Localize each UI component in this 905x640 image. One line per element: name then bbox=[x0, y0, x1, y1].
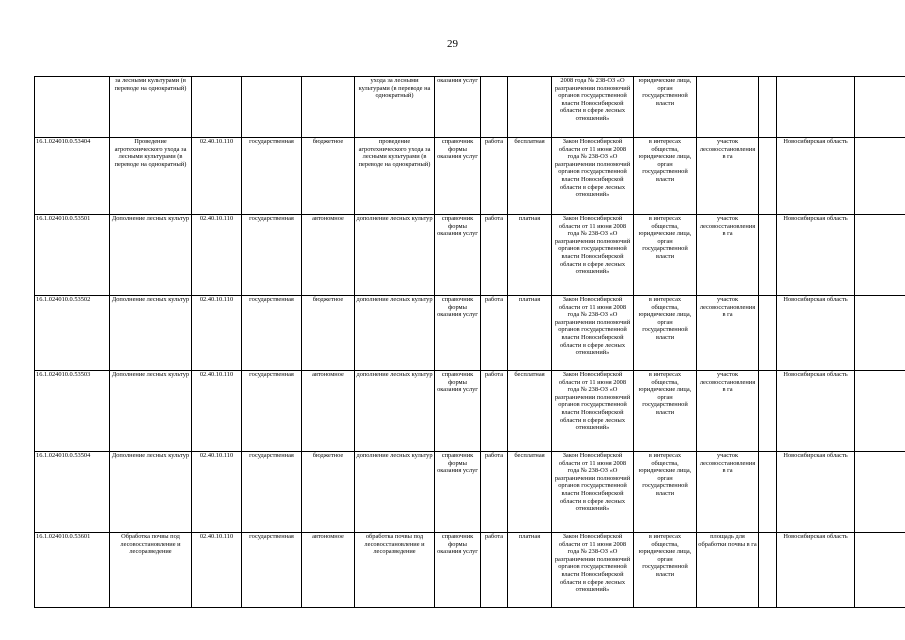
volume-indicator-cell: участок лесовосстановления в га bbox=[697, 371, 759, 452]
service-form-cell: справочник формы оказания услуг bbox=[435, 533, 481, 608]
region-cell: Новосибирская область bbox=[777, 533, 855, 608]
service-kind-cell: государственная bbox=[242, 533, 302, 608]
service-name-cell: Дополнение лесных культур bbox=[110, 452, 192, 533]
service-kind-cell: государственная bbox=[242, 296, 302, 371]
service-content-cell: обработка почвы под лесовосстановление и лесоразведение bbox=[355, 533, 435, 608]
institution-type-cell: автономное bbox=[302, 533, 355, 608]
payment-cell: бесплатная bbox=[508, 138, 552, 215]
institution-type-cell: автономное bbox=[302, 371, 355, 452]
work-type-cell: работа bbox=[481, 533, 508, 608]
table-row bbox=[35, 138, 905, 215]
table-row bbox=[35, 533, 905, 608]
legal-basis-cell: Закон Новосибирской области от 11 июня 2008 года № 238-ОЗ «О разграничении полномочий органов государственной власти Новосибирской области в сфере лесных отношений» bbox=[552, 215, 634, 296]
service-name-cell: Обработка почвы под лесовосстановление и лесоразведение bbox=[110, 533, 192, 608]
empty-cell bbox=[855, 533, 905, 608]
work-type-cell: работа bbox=[481, 452, 508, 533]
legal-basis-cell: Закон Новосибирской области от 11 июня 2008 года № 238-ОЗ «О разграничении полномочий органов государственной власти Новосибирской области в сфере лесных отношений» bbox=[552, 452, 634, 533]
empty-cell bbox=[759, 77, 777, 138]
volume-indicator-cell: участок лесовосстановления в га bbox=[697, 452, 759, 533]
empty-cell bbox=[759, 452, 777, 533]
service-content-cell: проведение агротехнического ухода за лесными культурами (в переводе на однократный) bbox=[355, 138, 435, 215]
service-code-cell: 16.1.024010.0.53502 bbox=[35, 296, 110, 371]
table-row bbox=[35, 371, 905, 452]
consumers-cell: в интересах общества, юридические лица, орган государственной власти bbox=[634, 371, 697, 452]
table-row bbox=[35, 215, 905, 296]
okved-code-cell: 02.40.10.110 bbox=[192, 371, 242, 452]
service-code-cell bbox=[35, 77, 110, 138]
okved-code-cell bbox=[192, 77, 242, 138]
service-name-cell: Дополнение лесных культур bbox=[110, 371, 192, 452]
volume-indicator-cell: участок лесовосстановления в га bbox=[697, 138, 759, 215]
service-name-cell: Дополнение лесных культур bbox=[110, 296, 192, 371]
payment-cell: платная bbox=[508, 533, 552, 608]
payment-cell: платная bbox=[508, 296, 552, 371]
institution-type-cell: бюджетное bbox=[302, 138, 355, 215]
volume-indicator-cell: участок лесовосстановления в га bbox=[697, 296, 759, 371]
empty-cell bbox=[855, 296, 905, 371]
okved-code-cell: 02.40.10.110 bbox=[192, 215, 242, 296]
work-type-cell: работа bbox=[481, 296, 508, 371]
payment-cell: бесплатная bbox=[508, 452, 552, 533]
work-type-cell bbox=[481, 77, 508, 138]
service-form-cell: справочник формы оказания услуг bbox=[435, 371, 481, 452]
payment-cell: бесплатная bbox=[508, 371, 552, 452]
consumers-cell: в интересах общества, юридические лица, орган государственной власти bbox=[634, 296, 697, 371]
work-type-cell: работа bbox=[481, 371, 508, 452]
region-cell: Новосибирская область bbox=[777, 452, 855, 533]
empty-cell bbox=[855, 371, 905, 452]
okved-code-cell: 02.40.10.110 bbox=[192, 296, 242, 371]
institution-type-cell bbox=[302, 77, 355, 138]
consumers-cell: в интересах общества, юридические лица, орган государственной власти bbox=[634, 533, 697, 608]
institution-type-cell: автономное bbox=[302, 215, 355, 296]
page-number: 29 bbox=[447, 38, 458, 50]
institution-type-cell: бюджетное bbox=[302, 296, 355, 371]
service-code-cell: 16.1.024010.0.53601 bbox=[35, 533, 110, 608]
service-form-cell: справочник формы оказания услуг bbox=[435, 296, 481, 371]
service-kind-cell: государственная bbox=[242, 371, 302, 452]
service-content-cell: ухода за лесными культурами (в переводе на однократный) bbox=[355, 77, 435, 138]
service-kind-cell: государственная bbox=[242, 138, 302, 215]
service-name-cell: Проведение агротехнического ухода за лесными культурами (в переводе на однократный) bbox=[110, 138, 192, 215]
empty-cell bbox=[759, 533, 777, 608]
volume-indicator-cell: площадь для обработки почвы в га bbox=[697, 533, 759, 608]
region-cell: Новосибирская область bbox=[777, 296, 855, 371]
region-cell: Новосибирская область bbox=[777, 371, 855, 452]
table-row bbox=[35, 77, 905, 138]
service-content-cell: дополнение лесных культур bbox=[355, 215, 435, 296]
table-row bbox=[35, 452, 905, 533]
empty-cell bbox=[759, 138, 777, 215]
work-type-cell: работа bbox=[481, 215, 508, 296]
table-row bbox=[35, 296, 905, 371]
consumers-cell: в интересах общества, юридические лица, орган государственной власти bbox=[634, 215, 697, 296]
service-form-cell: справочник формы оказания услуг bbox=[435, 215, 481, 296]
volume-indicator-cell bbox=[697, 77, 759, 138]
consumers-cell: юридические лица, орган государственной власти bbox=[634, 77, 697, 138]
empty-cell bbox=[855, 77, 905, 138]
empty-cell bbox=[759, 296, 777, 371]
service-content-cell: дополнение лесных культур bbox=[355, 296, 435, 371]
service-content-cell: дополнение лесных культур bbox=[355, 371, 435, 452]
payment-cell bbox=[508, 77, 552, 138]
legal-basis-cell: Закон Новосибирской области от 11 июня 2008 года № 238-ОЗ «О разграничении полномочий органов государственной власти Новосибирской области в сфере лесных отношений» bbox=[552, 371, 634, 452]
empty-cell bbox=[759, 215, 777, 296]
service-form-cell: справочник формы оказания услуг bbox=[435, 138, 481, 215]
empty-cell bbox=[855, 452, 905, 533]
region-cell bbox=[777, 77, 855, 138]
service-form-cell: справочник формы оказания услуг bbox=[435, 452, 481, 533]
okved-code-cell: 02.40.10.110 bbox=[192, 138, 242, 215]
volume-indicator-cell: участок лесовосстановления в га bbox=[697, 215, 759, 296]
service-form-cell: оказания услуг bbox=[435, 77, 481, 138]
consumers-cell: в интересах общества, юридические лица, орган государственной власти bbox=[634, 452, 697, 533]
registry-body bbox=[35, 77, 905, 608]
service-code-cell: 16.1.024010.0.53501 bbox=[35, 215, 110, 296]
registry-table bbox=[34, 76, 905, 608]
okved-code-cell: 02.40.10.110 bbox=[192, 452, 242, 533]
service-name-cell: за лесными культурами (в переводе на однократный) bbox=[110, 77, 192, 138]
payment-cell: платная bbox=[508, 215, 552, 296]
empty-cell bbox=[855, 138, 905, 215]
region-cell: Новосибирская область bbox=[777, 215, 855, 296]
service-kind-cell bbox=[242, 77, 302, 138]
service-code-cell: 16.1.024010.0.53503 bbox=[35, 371, 110, 452]
legal-basis-cell: Закон Новосибирской области от 11 июня 2008 года № 238-ОЗ «О разграничении полномочий органов государственной власти Новосибирской области в сфере лесных отношений» bbox=[552, 138, 634, 215]
service-code-cell: 16.1.024010.0.53504 bbox=[35, 452, 110, 533]
legal-basis-cell: Закон Новосибирской области от 11 июня 2008 года № 238-ОЗ «О разграничении полномочий органов государственной власти Новосибирской области в сфере лесных отношений» bbox=[552, 296, 634, 371]
service-content-cell: дополнение лесных культур bbox=[355, 452, 435, 533]
service-kind-cell: государственная bbox=[242, 452, 302, 533]
work-type-cell: работа bbox=[481, 138, 508, 215]
okved-code-cell: 02.40.10.110 bbox=[192, 533, 242, 608]
empty-cell bbox=[759, 371, 777, 452]
consumers-cell: в интересах общества, юридические лица, орган государственной власти bbox=[634, 138, 697, 215]
empty-cell bbox=[855, 215, 905, 296]
service-kind-cell: государственная bbox=[242, 215, 302, 296]
legal-basis-cell: Закон Новосибирской области от 11 июня 2008 года № 238-ОЗ «О разграничении полномочий органов государственной власти Новосибирской области в сфере лесных отношений» bbox=[552, 533, 634, 608]
service-name-cell: Дополнение лесных культур bbox=[110, 215, 192, 296]
institution-type-cell: бюджетное bbox=[302, 452, 355, 533]
service-code-cell: 16.1.024010.0.53404 bbox=[35, 138, 110, 215]
region-cell: Новосибирская область bbox=[777, 138, 855, 215]
legal-basis-cell: 2008 года № 238-ОЗ «О разграничении полномочий органов государственной власти Новосибирской области в сфере лесных отношений» bbox=[552, 77, 634, 138]
